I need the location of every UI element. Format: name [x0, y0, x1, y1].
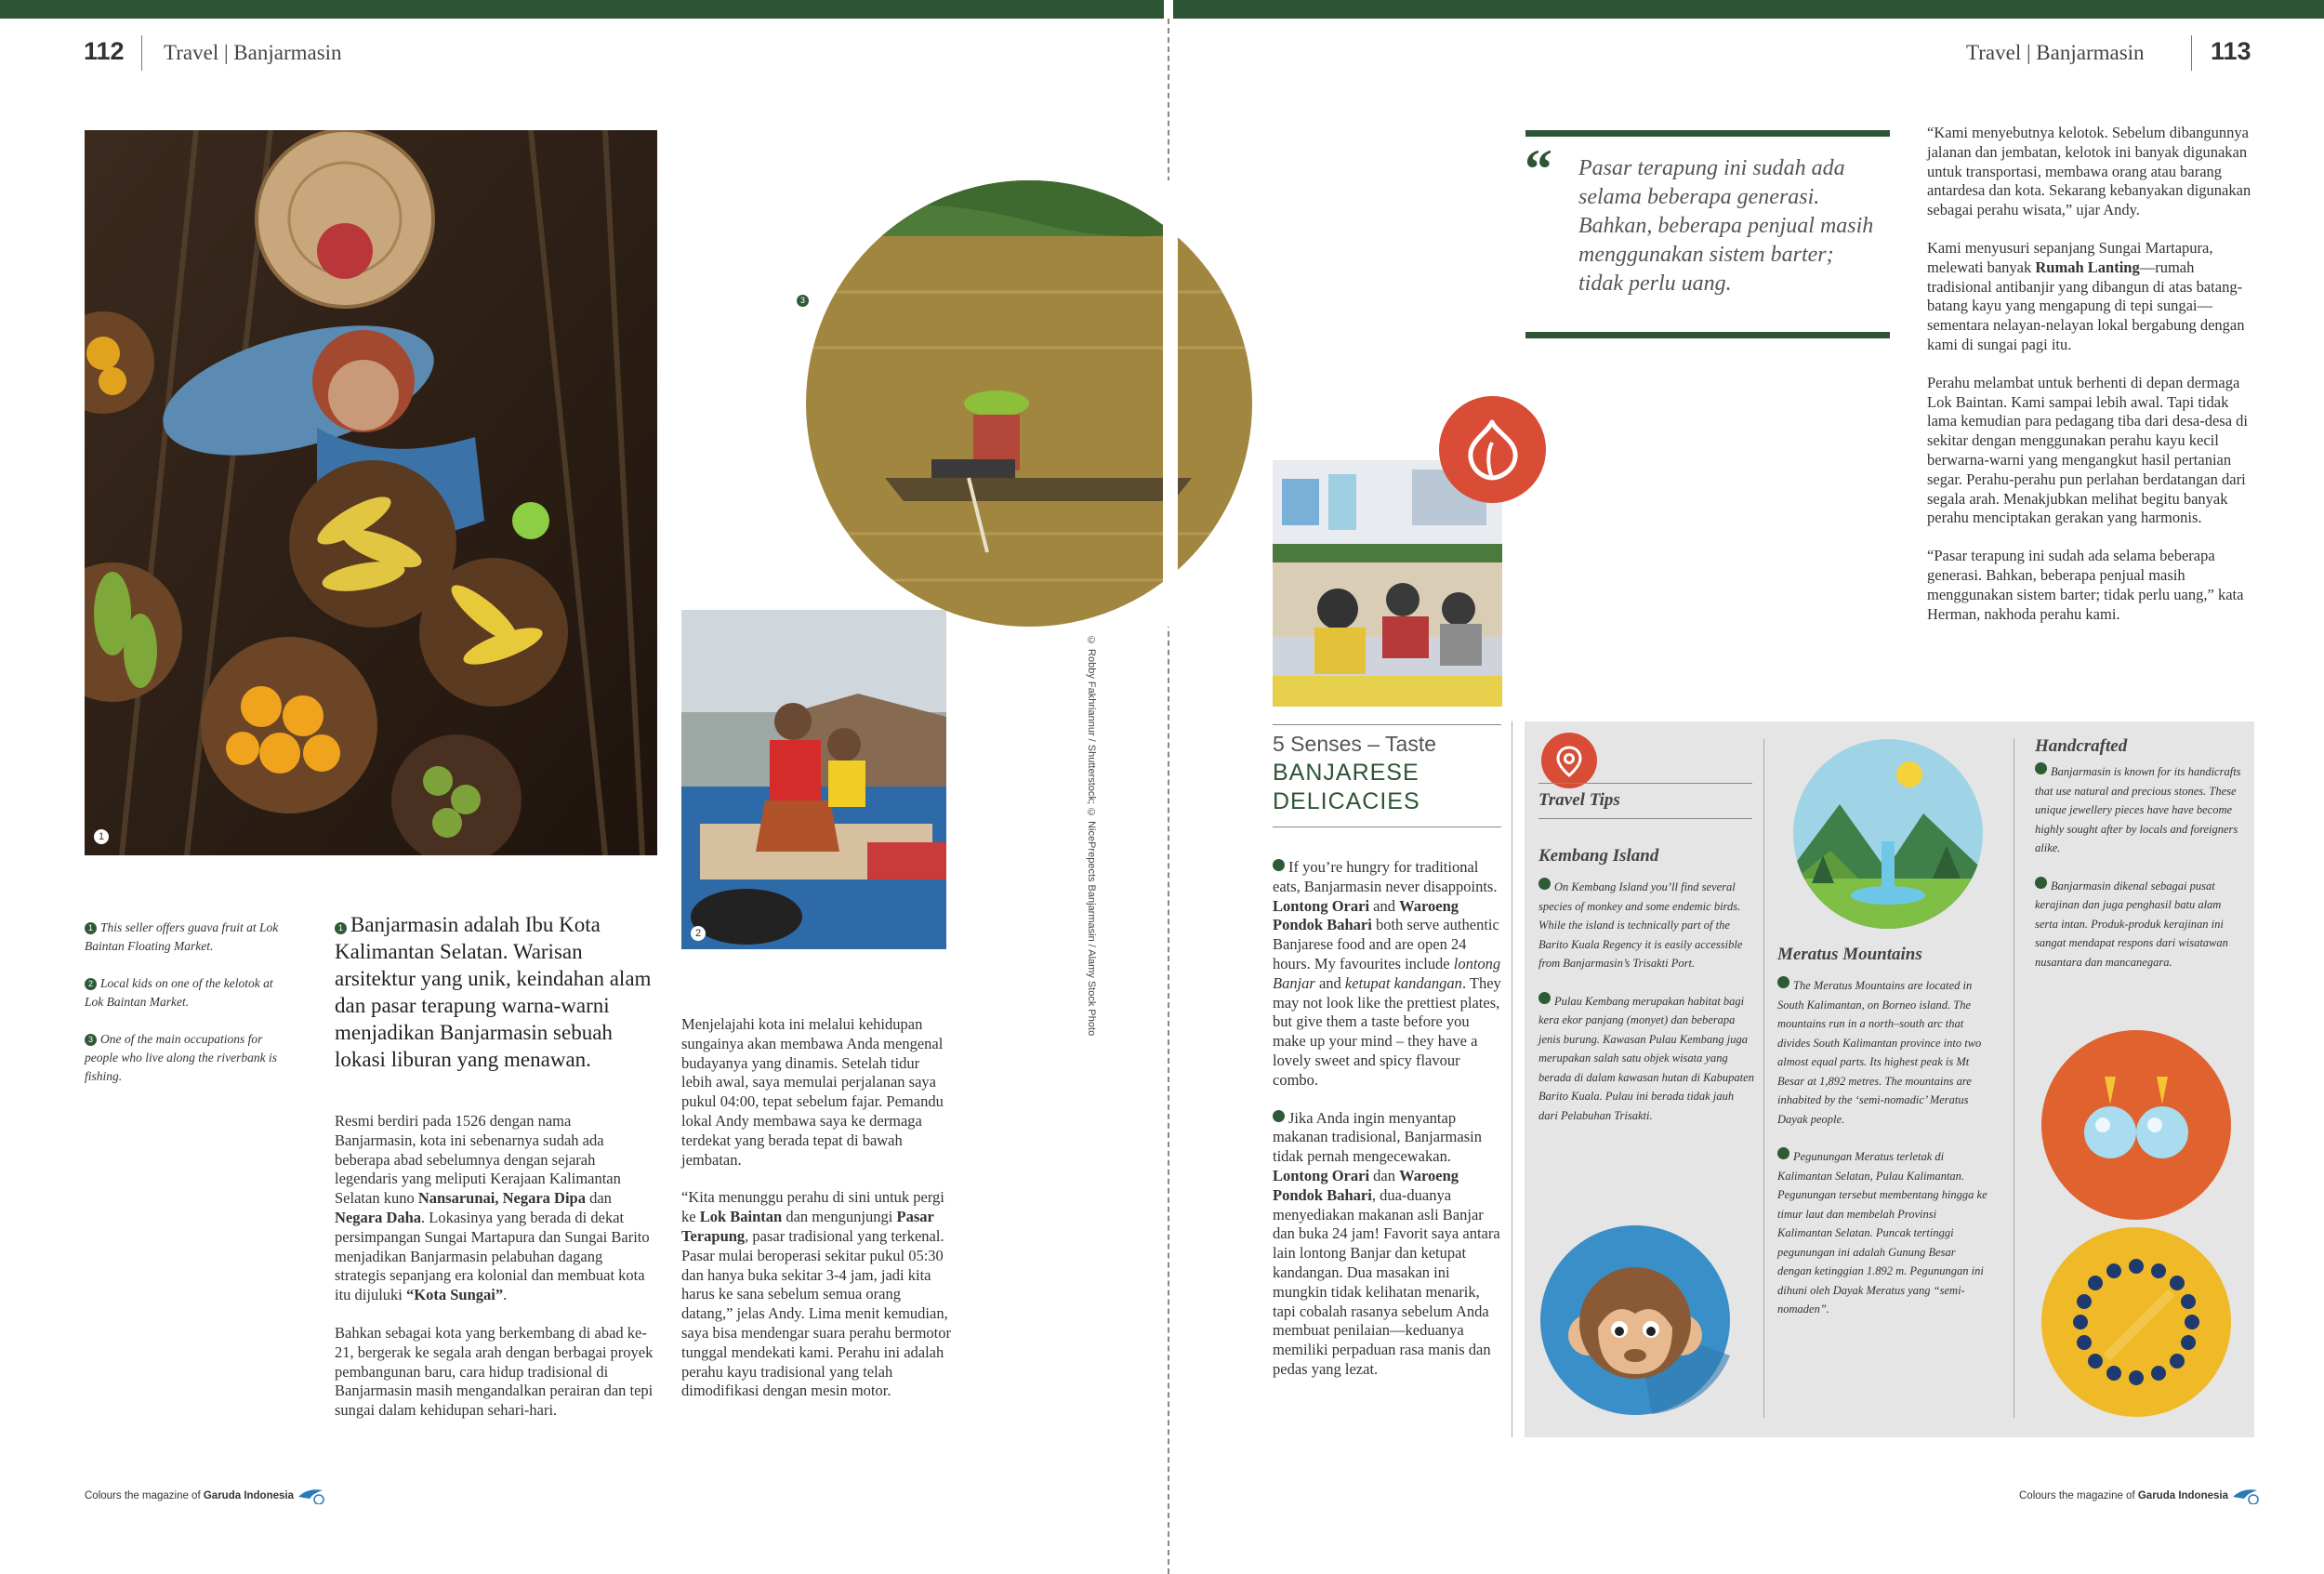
garlic-icon [1439, 396, 1546, 503]
left-running-head: Travel | Banjarmasin [164, 41, 342, 64]
meratus-en-text: The Meratus Mountains are located in South Kalimantan, on Borneo island. The mountains run in a north–south arc that divides South Kalimantan province into two almost equal parts. Its highest peak is Mt Besar at 1,892 metres. The mountains are inhabited by the ‘semi-nomadic’ Meratus Dayak people. [1777, 979, 1982, 1126]
caption-2-number: 2 [85, 978, 97, 990]
left-footer-prefix: Colours the magazine of [85, 1490, 204, 1502]
kembang-id-text: Pulau Kembang merupakan habitat bagi kera ekor panjang (monyet) dan beberapa jenis burung. Kawasan Pulau Kembang juga merupakan salah satu objek wisata yang berada di dalam kawasan hutan di Kabupaten Barito Kuala. Pulau ini berada tidak jauh dari Pelabuhan Trisakti. [1538, 994, 1754, 1122]
senses-id [1273, 1109, 1502, 1380]
right-para2: Kami menyusuri sepanjang Sungai Martapura, melewati banyak Rumah Lanting—rumah tradisional antibanjir yang dibangun di atas batang-batang kayu yang mengapung di tepi sungai—sementara nelayan-nelayan lokal bergabung dengan kami di sungai pagi itu. [1927, 238, 2245, 353]
right-para3: Perahu melambat untuk berhenti di depan dermaga Lok Baintan. Kami sampai lebih awal. Tapi tidak lama kemudian para pedagang tiba dari desa-desa di sekitar dengan menggunakan perahu kayu kecil berwarna-warni yang mengangkut hasil pertanian segar. Perahu-perahu pun perlahan berdatangan dari segala arah. Menakjubkan melihat begitu banyak perahu menciptakan gerakan yang harmonis. [1927, 373, 2248, 527]
caption-1 [85, 919, 294, 956]
photo2-number: 2 [691, 926, 706, 941]
right-header-rule [2191, 35, 2192, 71]
flag-id-marker [1538, 992, 1551, 1004]
handcrafted-en-text: Banjarmasin is known for its handicrafts that use natural and precious stones. These unique jewellery pieces have have become highly sought after by locals and foreigners alike. [2035, 765, 2241, 854]
right-top-bar [1173, 0, 2324, 19]
left-col1-para1: Resmi berdiri pada 1526 dengan nama Banjarmasin, kota ini sebenarnya sudah ada beberapa abad sebelumnya dengan sejarah legendaris yang meliputi Kerajaan Kalimantan Selatan kuno Nansarunai, Negara Dipa dan Negara Daha. Lokasinya yang berada di dekat persimpangan Sungai Martapura dan Sungai Barito menjadikan Banjarmasin pelabuhan dagang strategis sepanjang era kolonial dan membuat kota itu dijuluki “Kota Sungai”. [335, 1112, 650, 1304]
right-running-head: Travel | Banjarmasin [1966, 41, 2145, 64]
photo-fruit-seller [85, 130, 657, 855]
left-col1-para2: Bahkan sebagai kota yang berkembang di abad ke-21, bergerak ke segala arah dengan berbagai proyek pembangunan baru, cara hidup tradisional di Banjarmasin masih mengandalkan perairan dan tepi sungai dalam kehidupan sehari-hari. [335, 1323, 654, 1420]
caption-1-text: This seller offers guava fruit at Lok Baintan Floating Market. [85, 920, 279, 953]
right-para1: “Kami menyebutnya kelotok. Sebelum dibangunnya jalanan dan jembatan, kelotok ini banyak digunakan untuk transportasi, membawa orang atau barang antardesa dan kota. Sekarang kebanyakan digunakan sebagai perahu wisata,” ujar Andy. [1927, 124, 2251, 219]
flag-id-marker [1777, 1147, 1789, 1159]
mountains-icon [1793, 739, 1983, 929]
monkey-icon [1540, 1225, 1730, 1415]
lead-text: Banjarmasin adalah Ibu Kota Kalimantan Selatan. Warisan arsitektur yang unik, keindahan alam dan pasar terapung warna-warni menjadikan Banjarmasin sebuah lokasi liburan yang menawan. [335, 913, 652, 1071]
handcrafted-title: Handcrafted [2035, 736, 2128, 756]
left-header-rule [141, 35, 142, 71]
senses-en [1273, 858, 1502, 1091]
garuda-logo-icon [2231, 1488, 2259, 1504]
kembang-body [1538, 878, 1754, 1144]
earrings-icon [2041, 1030, 2231, 1220]
tips-rule-bottom [1538, 818, 1752, 819]
senses-en-text: If you’re hungry for traditional eats, Banjarmasin never disappoints. Lontong Orari and Waroeng Pondok Bahari both serve authentic Banjarese food and are open 24 hours. My favourites include lontong Banjar and ketupat kandangan. They may not look like the prettiest plates, but give them a taste before you make up your mind – they have a lovely sweet and spicy flavour combo. [1273, 858, 1501, 1089]
handcrafted-id [2035, 877, 2244, 972]
right-body-col [1927, 124, 2257, 642]
quote-mark: “ [1525, 139, 1552, 200]
kembang-title: Kembang Island [1538, 846, 1659, 866]
tips-rule-top [1538, 783, 1752, 784]
kembang-id [1538, 992, 1754, 1126]
senses-heading: BANJARESE DELICACIES [1273, 760, 1420, 814]
caption-2 [85, 974, 294, 1012]
left-col2-para1: Menjelajahi kota ini melalui kehidupan sungainya akan membawa Anda mengenal budayanya yang dinamis. Setelah tidur lebih awal, saya memulai perjalanan saya pukul 04:00, tepat sebelum fajar. Pemandu lokal Andy membawa saya ke dermaga terdekat yang berada tepat di bawah jembatan. [681, 1015, 944, 1169]
flag-en-marker [2035, 762, 2047, 774]
left-footer [85, 1488, 324, 1504]
left-body-col2 [681, 1015, 951, 1420]
photo1-number: 1 [94, 829, 109, 844]
photo3-number: 3 [797, 295, 809, 307]
kembang-en [1538, 878, 1754, 973]
flag-id-marker [2035, 877, 2047, 889]
meratus-id [1777, 1147, 1989, 1319]
left-col2-para2: “Kita menunggu perahu di sini untuk pergi ke Lok Baintan dan mengunjungi Pasar Terapung, pasar tradisional yang terkenal. Pasar mulai beroperasi sekitar pukul 05:30 dan hanya buka sekitar 3-4 jam, jadi kita harus ke sana sebelum semua orang datang,” jelas Andy. Lima menit kemudian, saya bisa mendengar suara perahu bermotor tunggal mendekati kami. Perahu ini adalah perahu kayu tradisional yang telah dimodifikasi dengan mesin motor. [681, 1188, 952, 1400]
pull-quote: Pasar terapung ini sudah ada selama beberapa generasi. Bahkan, beberapa penjual masih menggunakan sistem barter; tidak perlu uang. [1578, 156, 1874, 296]
handcrafted-en [2035, 762, 2244, 858]
handcrafted-body [2035, 762, 2244, 990]
left-body-col1 [335, 1112, 655, 1439]
flag-en-marker [1538, 878, 1551, 890]
right-para4: “Pasar terapung ini sudah ada selama beberapa generasi. Bahkan, beberapa penjual masih menggunakan sistem barter; tidak perlu uang,” kata Herman, nakhoda perahu kami. [1927, 547, 2244, 623]
photo-credit: © Robby Fakhriannur / Shutterstock; © NicePrepects Banjarmasin / Alamy Stock Photo [1086, 635, 1097, 1037]
garuda-logo-icon [297, 1488, 324, 1504]
bracelet-icon [2041, 1227, 2231, 1417]
photo-captions [85, 919, 294, 1104]
photo-local-kids [681, 610, 946, 949]
kembang-en-text: On Kembang Island you’ll find several species of monkey and some endemic birds. While the island is technically part of the Barito Kuala Regency it is easily accessible from Banjarmasin’s Trisakti Port. [1538, 880, 1743, 970]
caption-2-text: Local kids on one of the kelotok at Lok Baintan Market. [85, 976, 273, 1009]
right-footer-prefix: Colours the magazine of [2019, 1490, 2138, 1502]
caption-3-text: One of the main occupations for people who live along the riverbank is fishing. [85, 1032, 277, 1083]
senses-rule-top [1273, 724, 1501, 725]
lead-paragraph [335, 911, 662, 1073]
left-footer-brand: Garuda Indonesia [203, 1490, 294, 1502]
caption-3-number: 3 [85, 1034, 97, 1046]
left-top-bar [0, 0, 1164, 19]
right-footer-brand: Garuda Indonesia [2137, 1490, 2228, 1502]
photo-fisherman-circle [801, 180, 1257, 627]
flag-id-marker [1273, 1110, 1285, 1122]
lead-number: 1 [335, 922, 347, 934]
meratus-body [1777, 976, 1989, 1338]
left-page-number: 112 [84, 37, 125, 65]
travel-tips-title: Travel Tips [1538, 790, 1620, 810]
caption-1-number: 1 [85, 922, 97, 934]
senses-id-text: Jika Anda ingin menyantap makanan tradisional, Banjarmasin tidak pernah mengecewakan. Lontong Orari dan Waroeng Pondok Bahari, dua-duanya menyediakan makanan asli Banjar dan buka 24 jam! Favorit saya antara lain lontong Banjar dan ketupat kandangan. Dua masakan ini mungkin tidak kelihatan menarik, tapi cobalah rasanya sebelum Anda membuat penilaian—keduanya memiliki perpaduan rasa manis dan pedas yang lezat. [1273, 1108, 1500, 1378]
meratus-en [1777, 976, 1989, 1129]
caption-3 [85, 1030, 294, 1086]
meratus-title: Meratus Mountains [1777, 945, 1922, 964]
divider-tips-col2 [1763, 739, 1764, 1418]
senses-kicker: 5 Senses – Taste [1273, 732, 1437, 756]
right-footer [2019, 1488, 2259, 1504]
right-page-number: 113 [2211, 37, 2251, 65]
meratus-id-text: Pegunungan Meratus terletak di Kalimantan Selatan, Pulau Kalimantan. Pegunungan tersebut membentang hingga ke timur laut dan membelah Provinsi Kalimantan Selatan. Puncak tertinggi pegunungan ini adalah Gunung Besar dengan ketinggian 1.892 m. Pegunungan ini dihuni oleh Dayak Meratus yang “semi-nomaden”. [1777, 1150, 1987, 1316]
flag-en-marker [1777, 976, 1789, 988]
flag-en-marker [1273, 859, 1285, 871]
location-pin-icon [1541, 733, 1597, 788]
handcrafted-id-text: Banjarmasin dikenal sebagai pusat kerajinan dan juga penghasil batu alam serta intan. Produk-produk kerajinan ini sangat mendapat respons dari wisatawan nusantara dan mancanegara. [2035, 879, 2228, 969]
senses-body [1273, 858, 1502, 1398]
